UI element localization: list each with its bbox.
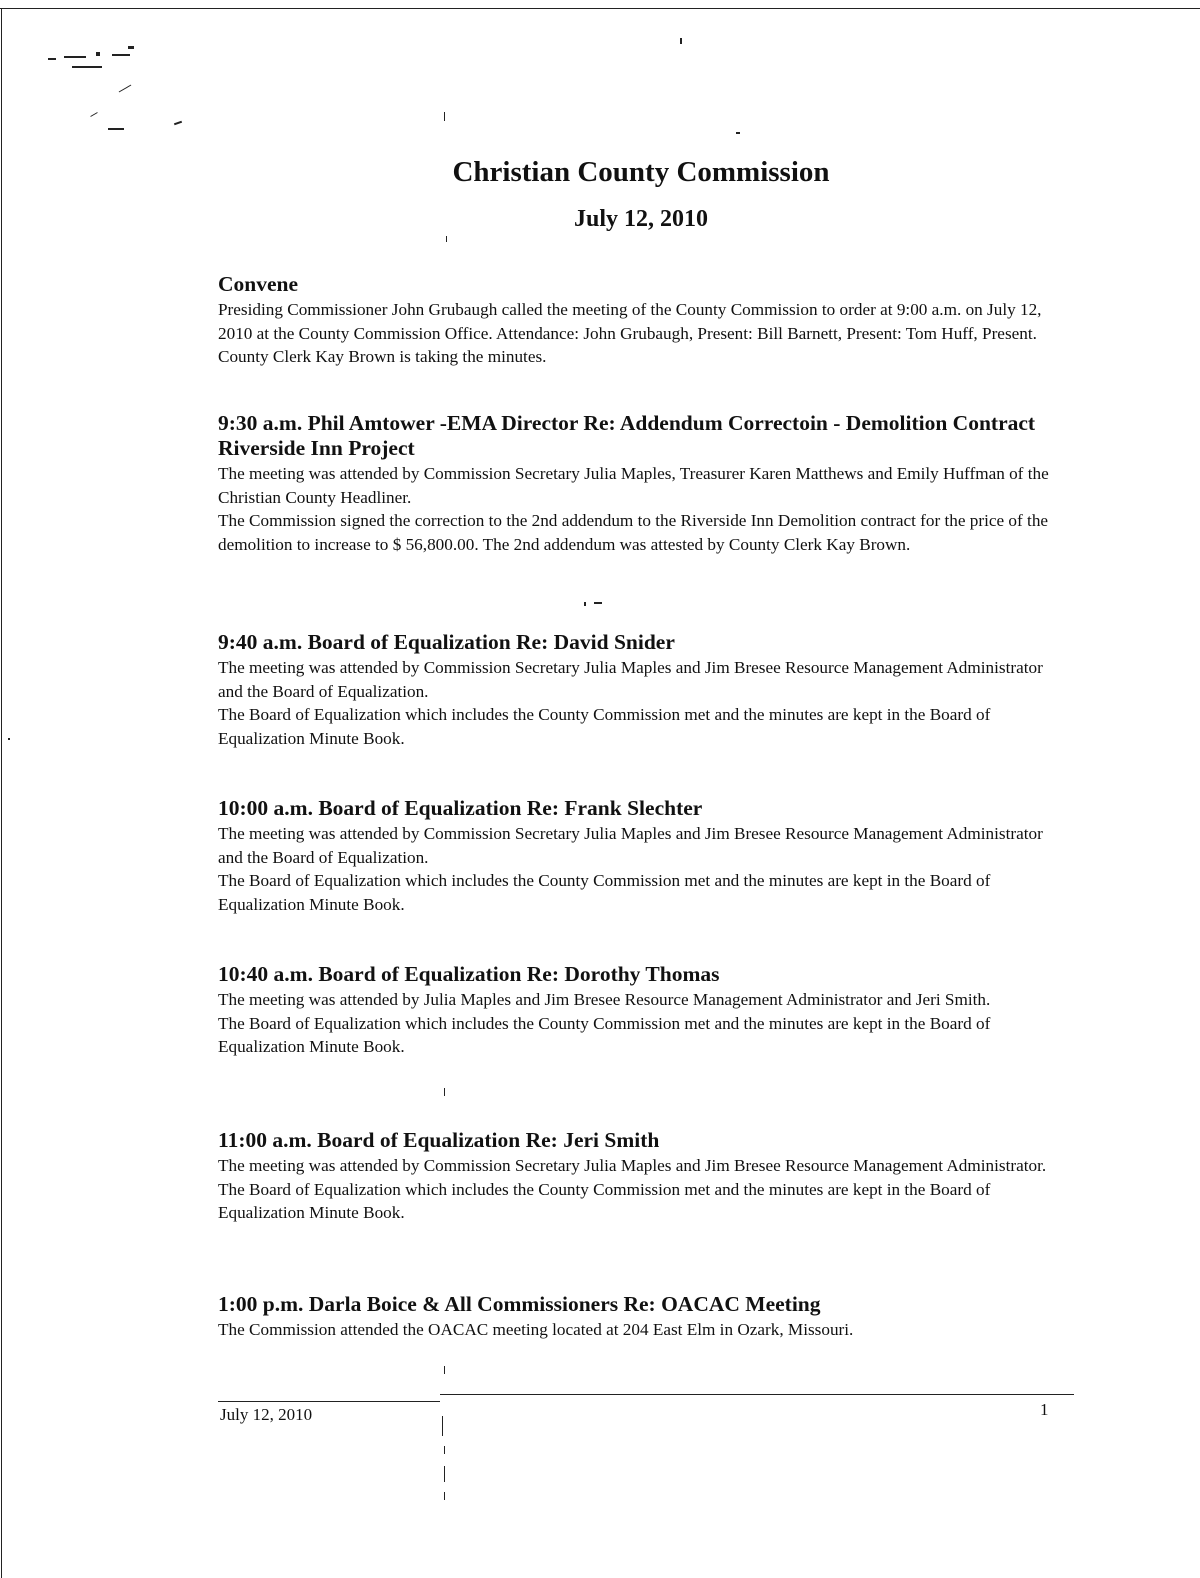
section-heading: 1:00 p.m. Darla Boice & All Commissioners Re: OACAC Meeting: [218, 1292, 821, 1316]
section-heading: 11:00 a.m. Board of Equalization Re: Jeri Smith: [218, 1128, 660, 1152]
section-boe-david-snider: [218, 630, 1068, 750]
document-date: July 12, 2010: [573, 206, 708, 232]
section-paragraph: The meeting was attended by Commission Secretary Julia Maples and Jim Bresee Resource Management Administrator and the Board of Equalization.: [218, 824, 1043, 867]
section-paragraph: The meeting was attended by Commission Secretary Julia Maples and Jim Bresee Resource Management Administrator and the Board of Equalization.: [218, 658, 1043, 701]
footer-rule-left: [218, 1401, 440, 1402]
section-ema-director: [218, 411, 1068, 556]
section-paragraph: The Commission attended the OACAC meeting located at 204 East Elm in Ozark, Missouri.: [218, 1320, 854, 1339]
section-paragraph: The meeting was attended by Commission Secretary Julia Maples, Treasurer Karen Matthews and Emily Huffman of the Christian County Headliner.: [218, 464, 1049, 507]
section-paragraph: The Board of Equalization which includes the County Commission met and the minutes are kept in the Board of Equalization Minute Book.: [218, 871, 991, 914]
section-paragraph: Presiding Commissioner John Grubaugh called the meeting of the County Commission to order at 9:00 a.m. on July 12, 2010 at the County Commission Office. Attendance: John Grubaugh, Present: Bill Barnett, Present: Tom Huff, Present. County Clerk Kay Brown is taking the minutes.: [218, 300, 1042, 366]
section-boe-jeri-smith: [218, 1128, 1068, 1225]
section-paragraph: The Commission signed the correction to the 2nd addendum to the Riverside Inn Demolition contract for the price of the demolition to increase to $ 56,800.00. The 2nd addendum was attested by County Clerk Kay Brown.: [218, 511, 1049, 554]
section-boe-dorothy-thomas: [218, 962, 1068, 1059]
section-paragraph: The meeting was attended by Commission Secretary Julia Maples and Jim Bresee Resource Management Administrator.: [218, 1156, 1047, 1175]
section-boe-frank-slechter: [218, 796, 1068, 916]
section-convene: [218, 272, 1068, 369]
section-heading: 9:30 a.m. Phil Amtower -EMA Director Re: Addendum Correctoin - Demolition Contract Riverside Inn Project: [218, 411, 1036, 460]
section-paragraph: The Board of Equalization which includes the County Commission met and the minutes are kept in the Board of Equalization Minute Book.: [218, 705, 991, 748]
footer-date: July 12, 2010: [220, 1405, 313, 1424]
section-heading: 10:40 a.m. Board of Equalization Re: Dorothy Thomas: [218, 962, 720, 986]
footer-rule: [440, 1394, 1074, 1395]
page-number: 1: [1040, 1400, 1049, 1419]
scan-top-border: [0, 8, 1200, 9]
section-paragraph: The Board of Equalization which includes the County Commission met and the minutes are kept in the Board of Equalization Minute Book.: [218, 1013, 991, 1056]
section-heading: 10:00 a.m. Board of Equalization Re: Frank Slechter: [218, 796, 703, 820]
section-paragraph: The meeting was attended by Julia Maples and Jim Bresee Resource Management Administrator and Jeri Smith.: [218, 990, 991, 1009]
document-title: Christian County Commission: [452, 156, 830, 188]
section-oacac-meeting: [218, 1292, 1068, 1342]
section-heading: 9:40 a.m. Board of Equalization Re: David Snider: [218, 630, 675, 654]
section-heading: Convene: [218, 272, 299, 296]
scan-left-border: [1, 8, 2, 1578]
section-paragraph: The Board of Equalization which includes the County Commission met and the minutes are kept in the Board of Equalization Minute Book.: [218, 1179, 991, 1222]
